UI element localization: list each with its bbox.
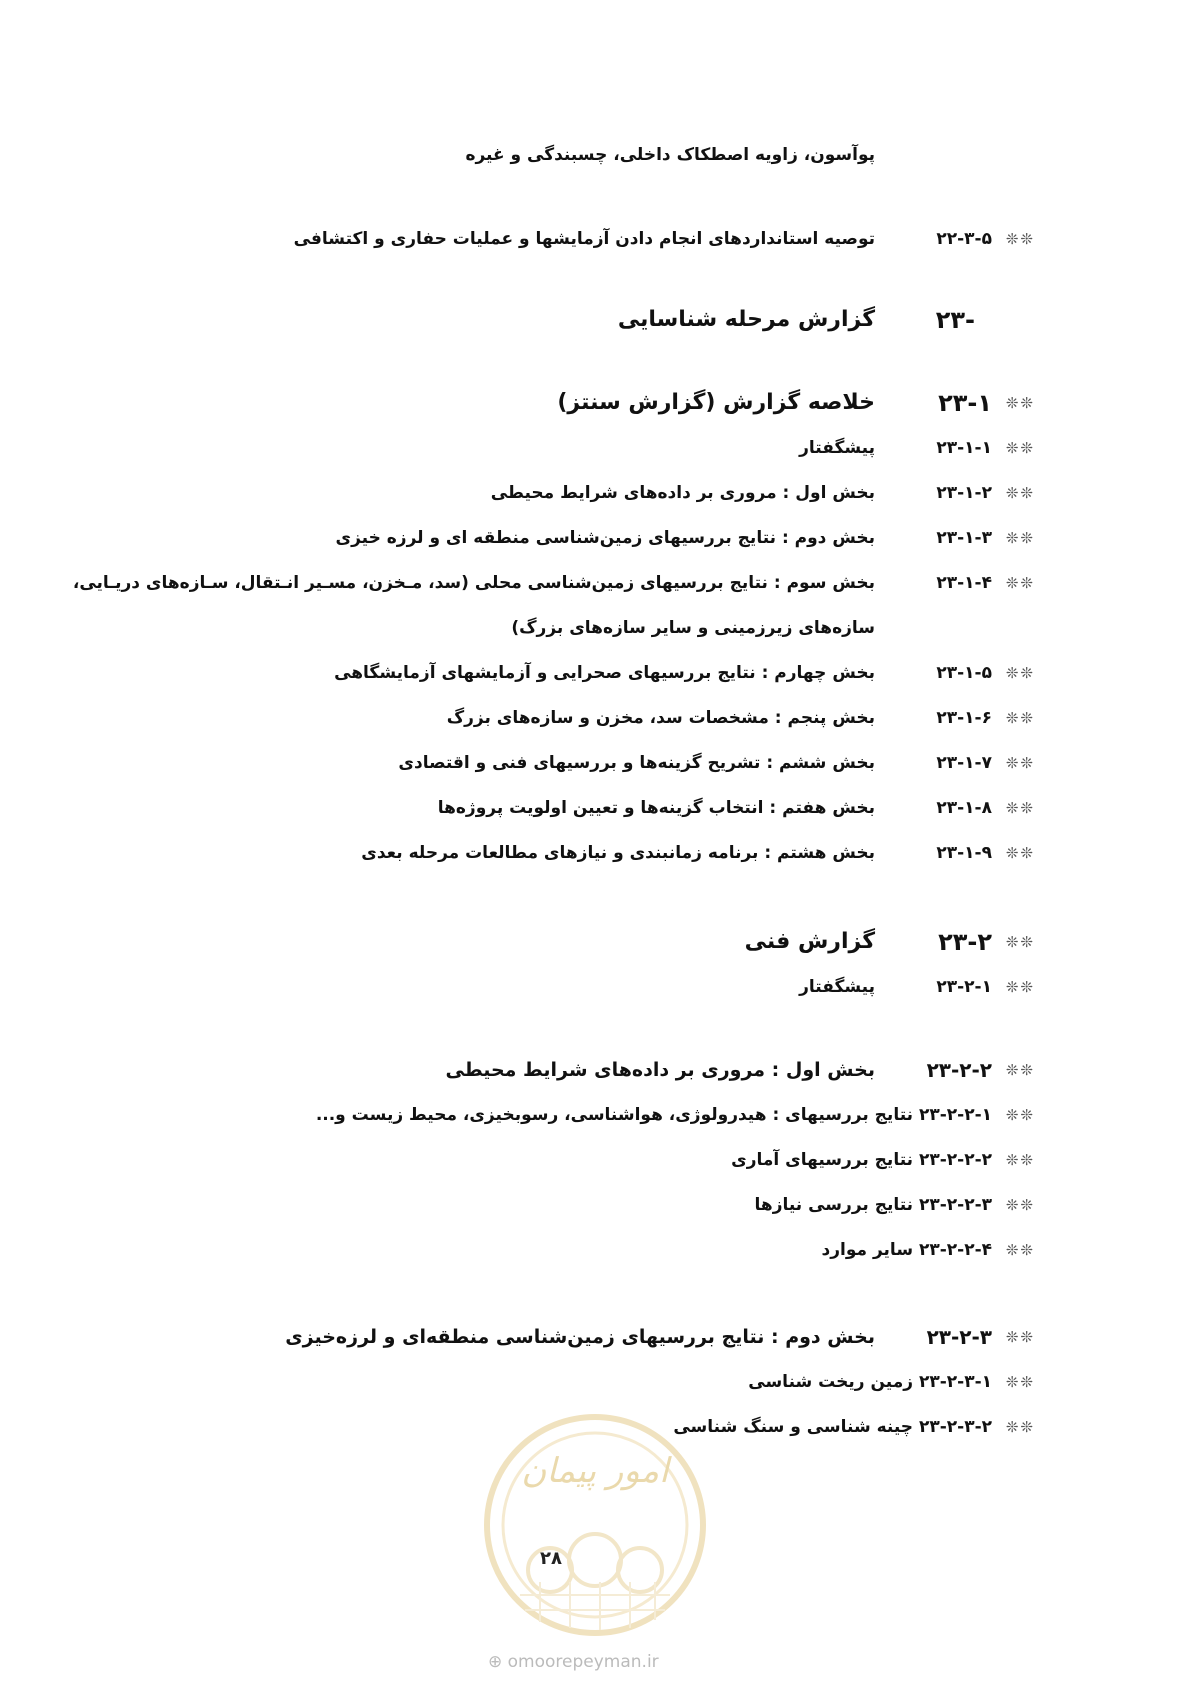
- section-heading-23: [0, 300, 1190, 340]
- toc-item-continuation: [0, 608, 1190, 648]
- subsection-number: ۲۳-۱: [938, 389, 992, 417]
- toc-item-bold: [0, 1050, 1190, 1090]
- item-number: ۲۳-۲-۲: [926, 1058, 992, 1082]
- subitem-text: ۲۳-۲-۲-۴ سایر موارد: [821, 1240, 992, 1260]
- item-title: بخش ششم : تشریح گزینه‌ها و بررسیهای فنی و اقتصادی: [398, 753, 875, 773]
- toc-subitem: [0, 1095, 1190, 1135]
- subsection-23-2: [0, 922, 1190, 962]
- item-title: بخش پنجم : مشخصات سد، مخزن و سازه‌های بزرگ: [446, 708, 875, 728]
- bullet-stars: ❊❊: [1005, 844, 1035, 862]
- toc-item: [0, 788, 1190, 828]
- toc-item-bold: [0, 1317, 1190, 1357]
- bullet-stars: ❊❊: [1005, 394, 1035, 412]
- item-title: بخش سوم : نتایج بررسیهای زمین‌شناسی محلی (سد، مـخزن، مسـیر انـتقال، سـازه‌های دریـایی،: [72, 573, 875, 593]
- bullet-stars: ❊❊: [1005, 1106, 1035, 1124]
- item-number: ۲۳-۱-۲: [936, 483, 992, 503]
- bullet-stars: ❊❊: [1005, 1196, 1035, 1214]
- bullet-stars: ❊❊: [1005, 709, 1035, 727]
- page-number: ۲۸: [540, 1548, 562, 1569]
- item-number: ۲۳-۱-۱: [936, 438, 992, 458]
- subsection-number: ۲۳-۲: [938, 928, 992, 956]
- subsection-title: گزارش فنی: [744, 929, 875, 954]
- toc-item: [0, 833, 1190, 873]
- toc-item: [0, 743, 1190, 783]
- subsection-23-1: [0, 383, 1190, 423]
- footer-url-text: omoorepeyman.ir: [507, 1652, 659, 1672]
- bullet-stars: ❊❊: [1005, 664, 1035, 682]
- bullet-stars: ❊❊: [1005, 1328, 1035, 1346]
- item-number: ۲۳-۱-۵: [936, 663, 992, 683]
- toc-item: [0, 653, 1190, 693]
- bullet-stars: ❊❊: [1005, 529, 1035, 547]
- item-number: ۲۳-۱-۸: [936, 798, 992, 818]
- item-number: ۲۳-۱-۶: [936, 708, 992, 728]
- section-number: -۲۳: [935, 306, 975, 334]
- item-number: ۲۳-۱-۷: [936, 753, 992, 773]
- item-number: ۲۳-۲-۱: [936, 977, 992, 997]
- watermark-logo: [480, 1410, 710, 1640]
- top-line: [0, 135, 1190, 175]
- toc-item: [0, 698, 1190, 738]
- subitem-text: ۲۳-۲-۲-۱ نتایج بررسیهای : هیدرولوژی، هواشناسی، رسوبخیزی، محیط زیست و...: [315, 1105, 992, 1125]
- item-title: بخش اول : مروری بر داده‌های شرایط محیطی: [445, 1059, 875, 1081]
- subitem-text: ۲۳-۲-۳-۲ چینه شناسی و سنگ شناسی: [673, 1417, 992, 1437]
- item-number: ۲۳-۲-۳: [926, 1325, 992, 1349]
- top-line-text: پوآسون، زاویه اصطکاک داخلی، چسبندگی و غیره: [465, 145, 875, 165]
- watermark-text: امور پیمان: [521, 1451, 669, 1491]
- item-title-continuation: سازه‌های زیرزمینی و سایر سازه‌های بزرگ): [511, 618, 875, 638]
- toc-subitem: [0, 1140, 1190, 1180]
- subitem-text: ۲۳-۲-۳-۱ زمین ریخت شناسی: [748, 1372, 992, 1392]
- item-title: بخش هشتم : برنامه زمانبندی و نیازهای مطالعات مرحله بعدی: [361, 843, 875, 863]
- item-title: پیشگفتار: [799, 438, 875, 458]
- toc-item: [0, 967, 1190, 1007]
- bullet-stars: ❊❊: [1005, 933, 1035, 951]
- item-title: بخش دوم : نتایج بررسیهای زمین‌شناسی منطقه‌ای و لرزه‌خیزی: [285, 1326, 875, 1348]
- toc-subitem: [0, 1230, 1190, 1270]
- toc-item: [0, 518, 1190, 558]
- bullet-stars: ❊❊: [1005, 754, 1035, 772]
- item-title: پیشگفتار: [799, 977, 875, 997]
- item-number: ۲۳-۱-۹: [936, 843, 992, 863]
- bullet-stars: ❊❊: [1005, 1061, 1035, 1079]
- bullet-stars: ❊❊: [1005, 230, 1035, 248]
- item-title: بخش اول : مروری بر داده‌های شرایط محیطی: [490, 483, 875, 503]
- bullet-stars: ❊❊: [1005, 1241, 1035, 1259]
- footer-url: [488, 1652, 659, 1672]
- item-title: بخش دوم : نتایج بررسیهای زمین‌شناسی منطقه ای و لرزه خیزی: [335, 528, 875, 548]
- toc-subitem: [0, 1185, 1190, 1225]
- item-title: بخش چهارم : نتایج بررسیهای صحرایی و آزمایشهای آزمایشگاهی: [334, 663, 875, 683]
- item-title: توصیه استانداردهای انجام دادن آزمایشها و عملیات حفاری و اکتشافی: [293, 229, 875, 249]
- bullet-stars: ❊❊: [1005, 799, 1035, 817]
- toc-subitem: [0, 1362, 1190, 1402]
- toc-item: [0, 473, 1190, 513]
- bullet-stars: ❊❊: [1005, 1373, 1035, 1391]
- item-number: ۲۳-۱-۳: [936, 528, 992, 548]
- item-title: بخش هفتم : انتخاب گزینه‌ها و تعیین اولویت پروژه‌ها: [437, 798, 875, 818]
- toc-item: [0, 563, 1190, 603]
- bullet-stars: ❊❊: [1005, 1418, 1035, 1436]
- toc-item-22-3-5: [0, 219, 1190, 259]
- subitem-text: ۲۳-۲-۲-۳ نتایج بررسی نیازها: [754, 1195, 992, 1215]
- bullet-stars: ❊❊: [1005, 574, 1035, 592]
- section-title: گزارش مرحله شناسایی: [617, 307, 875, 332]
- item-number: ۲۲-۳-۵: [936, 229, 992, 249]
- bullet-stars: ❊❊: [1005, 484, 1035, 502]
- subsection-title: خلاصه گزارش (گزارش سنتز): [557, 390, 875, 415]
- bullet-stars: ❊❊: [1005, 1151, 1035, 1169]
- globe-icon: ⊕: [488, 1652, 503, 1672]
- item-number: ۲۳-۱-۴: [936, 573, 992, 593]
- toc-item: [0, 428, 1190, 468]
- bullet-stars: ❊❊: [1005, 439, 1035, 457]
- bullet-stars: ❊❊: [1005, 978, 1035, 996]
- subitem-text: ۲۳-۲-۲-۲ نتایج بررسیهای آماری: [731, 1150, 992, 1170]
